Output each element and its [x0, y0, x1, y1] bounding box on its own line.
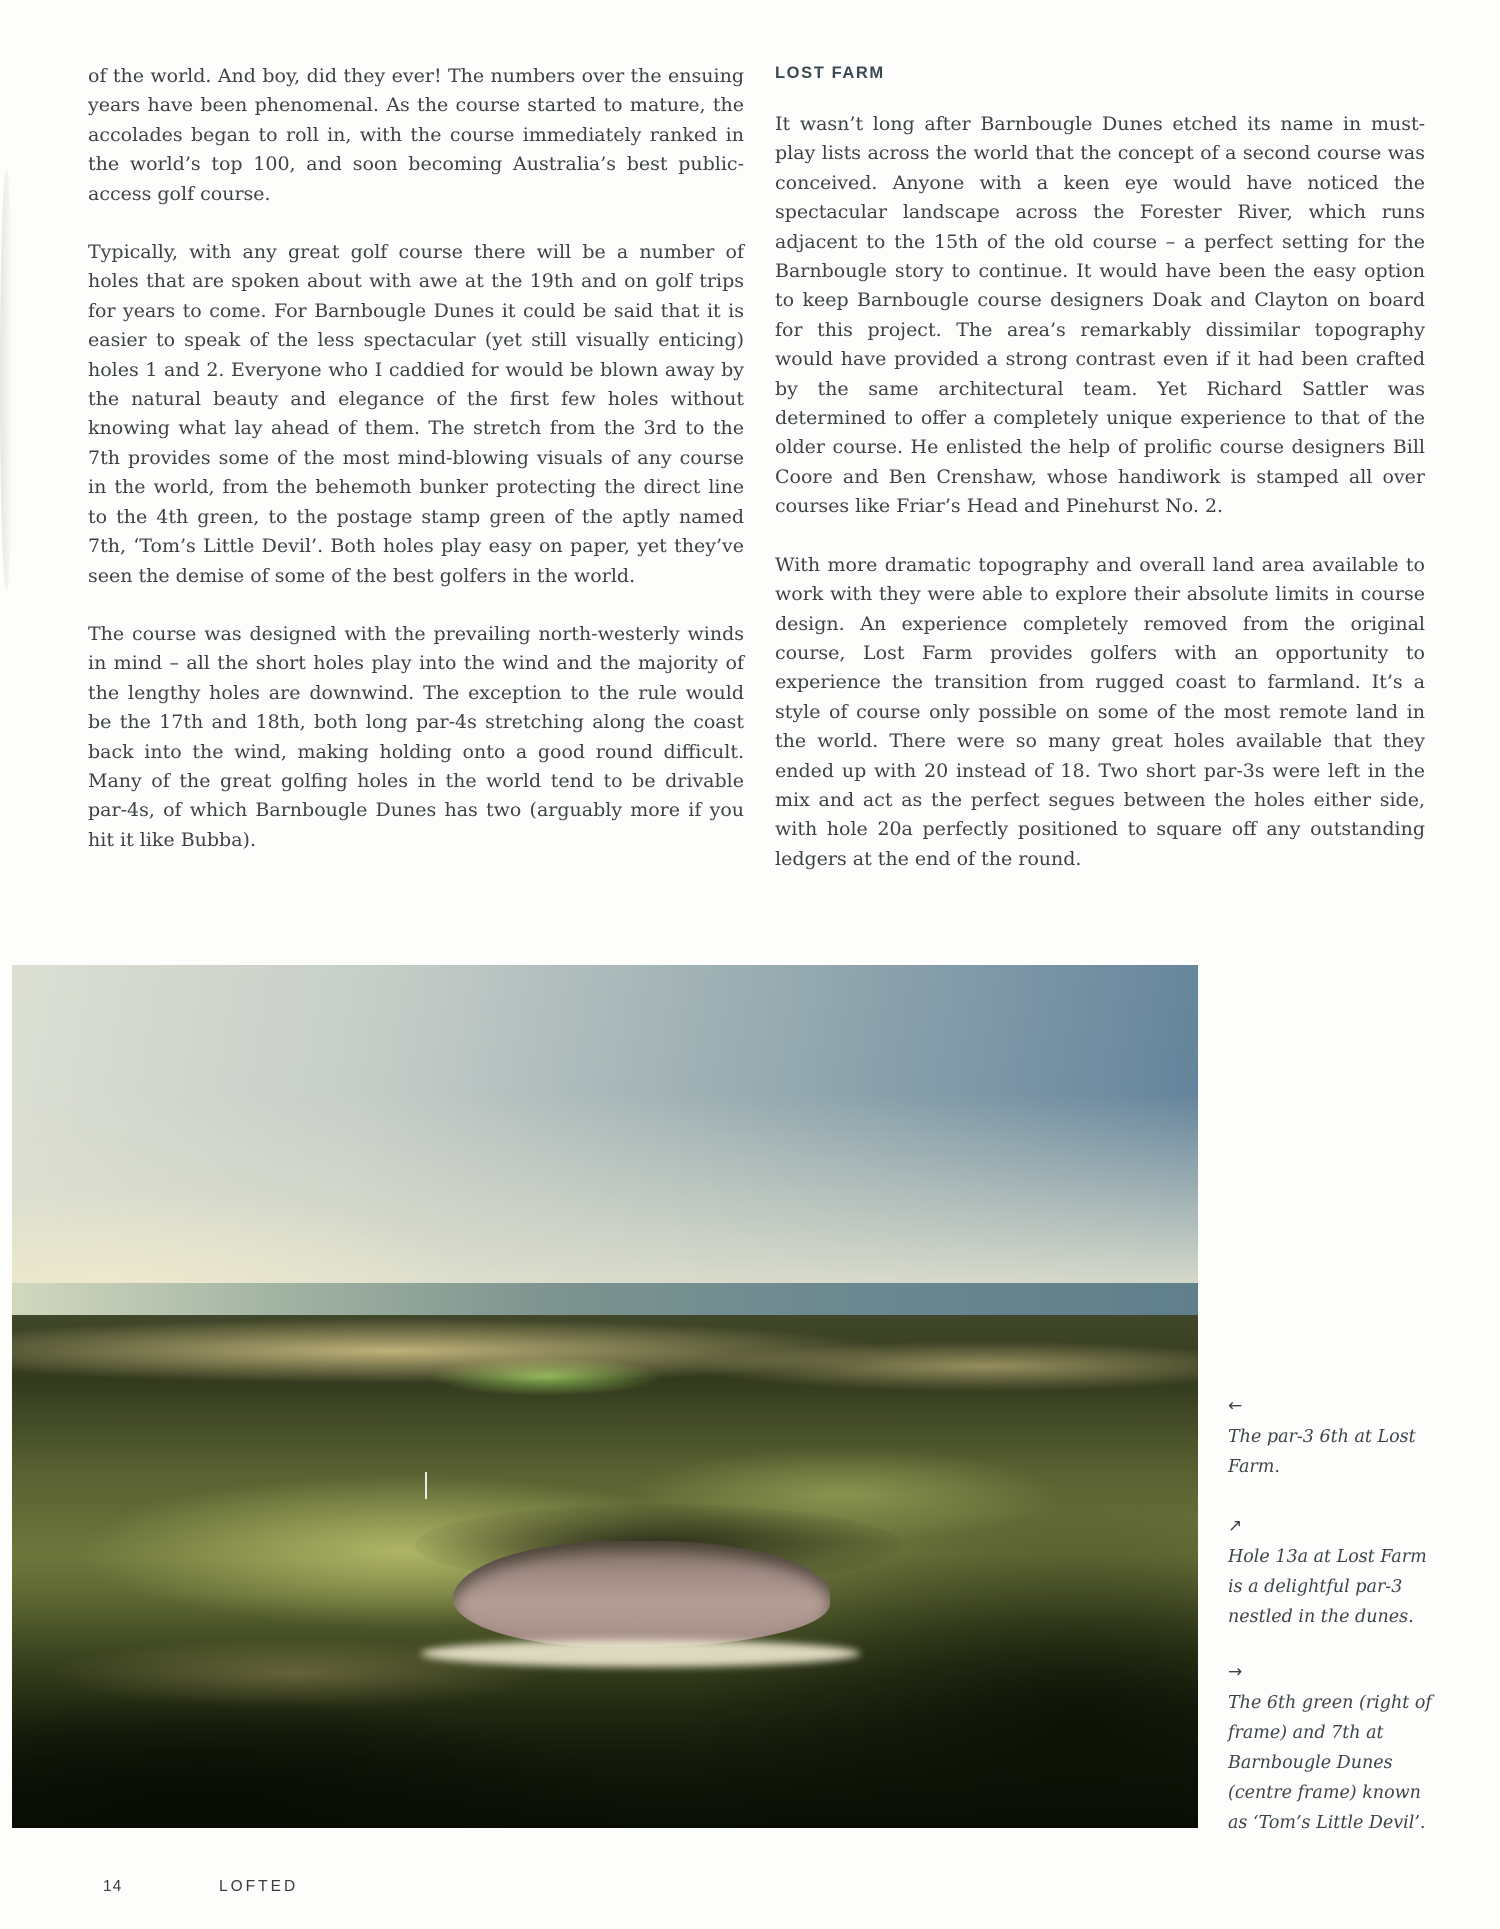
magazine-name: LOFTED: [219, 1878, 299, 1895]
caption-text: Hole 13a at Lost Farm is a delightful par-3 nestled in the dunes.: [1228, 1547, 1427, 1627]
paragraph: It wasn’t long after Barnbougle Dunes etched its name in must-play lists across the world that the concept of a second course was conceived. Anyone with a keen eye would have noticed the spectacular landscape across the Forester River, which runs adjacent to the 15th of the old course – a perfect setting for the Barnbougle story to continue. It would have been the easy option to keep Barnbougle course designers Doak and Clayton on board for this project. The area’s remarkably dissimilar topography would have provided a strong contrast even if it had been crafted by the same architectural team. Yet Richard Sattler was determined to offer a completely unique experience to that of the older course. He enlisted the help of prolific course designers Bill Coore and Ben Crenshaw, whose handiwork is stamped all over courses like Friar’s Head and Pinehurst No. 2.: [775, 113, 1425, 518]
article-left-column: [88, 62, 744, 884]
photo-caption-3: [1228, 1664, 1433, 1838]
page-number: 14: [103, 1878, 123, 1895]
paragraph: of the world. And boy, did they ever! The numbers over the ensuing years have been phenomenal. As the course started to mature, the accolades began to roll in, with the course immediately ranked in the world’s top 100, and soon becoming Australia’s best public-access golf course.: [88, 65, 744, 205]
right-arrow-icon: →: [1228, 1662, 1243, 1682]
article-right-column: [775, 62, 1425, 903]
up-right-arrow-icon: ↗: [1228, 1516, 1243, 1536]
section-heading: LOST FARM: [775, 64, 885, 82]
course-photo: [12, 965, 1198, 1828]
photo-sky: [12, 965, 1198, 1286]
paragraph: Typically, with any great golf course there will be a number of holes that are spoken about with awe at the 19th and on golf trips for years to come. For Barnbougle Dunes it could be said that it is easier to speak of the less spectacular (yet still visually enticing) holes 1 and 2. Everyone who I caddied for would be blown away by the natural beauty and elegance of the first few holes without knowing what lay ahead of them. The stretch from the 3rd to the 7th provides some of the most mind-blowing visuals of any course in the world, from the behemoth bunker protecting the direct line to the 4th green, to the postage stamp green of the aptly named 7th, ‘Tom’s Little Devil’. Both holes play easy on paper, yet they’ve seen the demise of some of the best golfers in the world.: [88, 241, 744, 587]
paragraph: With more dramatic topography and overall land area available to work with they were able to explore their absolute limits in course design. An experience completely removed from the original course, Lost Farm provides golfers with an opportunity to experience the transition from rugged coast to farmland. It’s a style of course only possible on some of the most remote land in the world. There were so many great holes available that they ended up with 20 instead of 18. Two short par-3s were left in the mix and act as the perfect segues between the holes either side, with hole 20a perfectly positioned to square off any outstanding ledgers at the end of the round.: [775, 553, 1425, 870]
photo-caption-1: [1228, 1398, 1433, 1482]
paragraph: The course was designed with the prevailing north-westerly winds in mind – all the short holes play into the wind and the majority of the lengthy holes are downwind. The exception to the rule would be the 17th and 18th, both long par-4s stretching along the coast back into the wind, making holding onto a good round difficult. Many of the great golfing holes in the world tend to be drivable par-4s, of which Barnbougle Dunes has two (arguably more if you hit it like Bubba).: [88, 622, 744, 851]
caption-text: The 6th green (right of frame) and 7th at Barnbougle Dunes (centre frame) known as ‘Tom’s Little Devil’.: [1228, 1693, 1432, 1833]
photo-sand-bunker: [453, 1541, 830, 1646]
caption-text: The par-3 6th at Lost Farm.: [1228, 1427, 1416, 1477]
scan-artifact: [0, 170, 13, 590]
photo-caption-2: [1228, 1518, 1433, 1632]
photo-flagstick: [425, 1472, 427, 1499]
left-arrow-icon: ←: [1228, 1396, 1243, 1416]
